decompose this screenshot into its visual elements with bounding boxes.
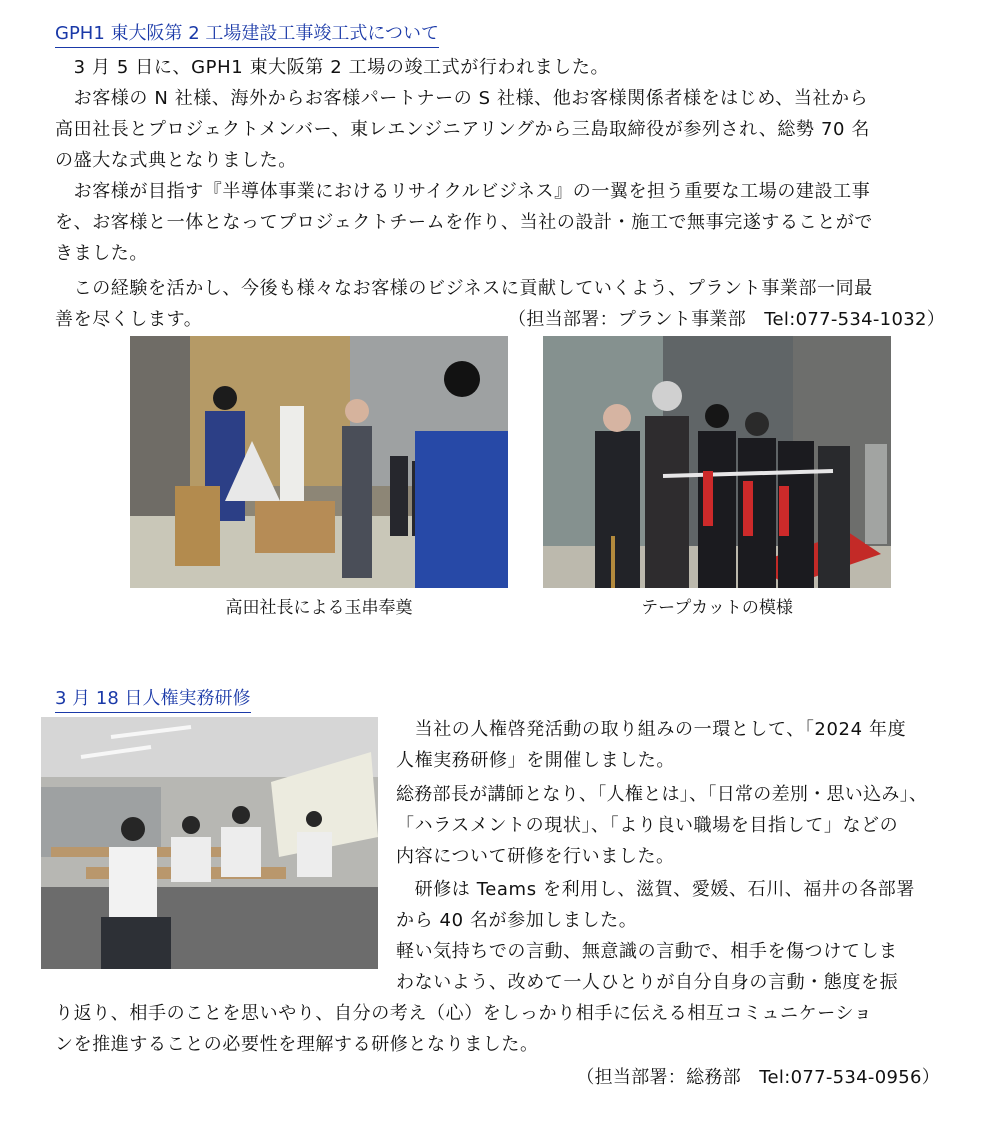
section2-paragraph-line: り返り、相手のことを思いやり、自分の考え（心）をしっかり相手に伝える相互コミュニケーショ — [55, 1003, 873, 1024]
section2-paragraph-line: ンを推進することの必要性を理解する研修となりました。 — [55, 1034, 539, 1055]
section2-paragraph-line: 人権実務研修」を開催しました。 — [396, 750, 675, 771]
section1-paragraph-line: の盛大な式典となりました。 — [55, 150, 297, 171]
section1-paragraph-line: この経験を活かし、今後も様々なお客様のビジネスに貢献していくよう、プラント事業部一同最 — [55, 278, 873, 299]
section2-paragraph-line: わないよう、改めて一人ひとりが自分自身の言動・態度を振 — [396, 972, 899, 993]
section1-paragraph-line: 善を尽くします。 — [55, 309, 203, 330]
section1-paragraph-line: お客様の N 社様、海外からお客様パートナーの S 社様、他お客様関係者様をはじめ、当社から — [55, 88, 869, 109]
section1-heading[interactable]: GPH1 東大阪第 2 工場建設工事竣工式について — [55, 22, 439, 48]
section1-paragraph-line: 高田社長とプロジェクトメンバー、東レエンジニアリングから三島取締役が参列され、総勢 70 名 — [55, 119, 870, 140]
section2-heading[interactable]: 3 月 18 日人権実務研修 — [55, 687, 251, 713]
ceremony-photo-caption: 高田社長による玉串奉奠 — [225, 598, 413, 618]
training-photo — [41, 717, 378, 969]
section2-paragraph-line: 「ハラスメントの現状」、「より良い職場を目指して」などの — [396, 815, 899, 836]
section2-contact: （担当部署：総務部 Tel:077-534-0956） — [576, 1067, 940, 1088]
tape-cut-photo — [543, 336, 891, 588]
section2-paragraph-line: 内容について研修を行いました。 — [396, 846, 675, 867]
section1-paragraph-line: を、お客様と一体となってプロジェクトチームを作り、当社の設計・施工で無事完遂することがで — [55, 212, 874, 233]
section2-paragraph-line: 総務部長が講師となり、「人権とは」、「日常の差別・思い込み」、 — [396, 784, 928, 805]
section1-paragraph-line: 3 月 5 日に、GPH1 東大阪第 2 工場の竣工式が行われました。 — [55, 57, 610, 78]
section2-paragraph-line: 研修は Teams を利用し、滋賀、愛媛、石川、福井の各部署 — [396, 879, 915, 900]
ceremony-photo — [130, 336, 508, 588]
section2-paragraph-line: から 40 名が参加しました。 — [396, 910, 638, 931]
tape-cut-photo-caption: テープカットの模様 — [641, 598, 793, 618]
section2-paragraph-line: 当社の人権啓発活動の取り組みの一環として、「2024 年度 — [396, 719, 907, 740]
section2-paragraph-line: 軽い気持ちでの言動、無意識の言動で、相手を傷つけてしま — [396, 941, 898, 962]
section1-paragraph-line: お客様が目指す『半導体事業におけるリサイクルビジネス』の一翼を担う重要な工場の建設工事 — [55, 181, 871, 202]
section1-paragraph-line: きました。 — [55, 243, 148, 264]
section1-contact: （担当部署：プラント事業部 Tel:077-534-1032） — [508, 309, 945, 330]
